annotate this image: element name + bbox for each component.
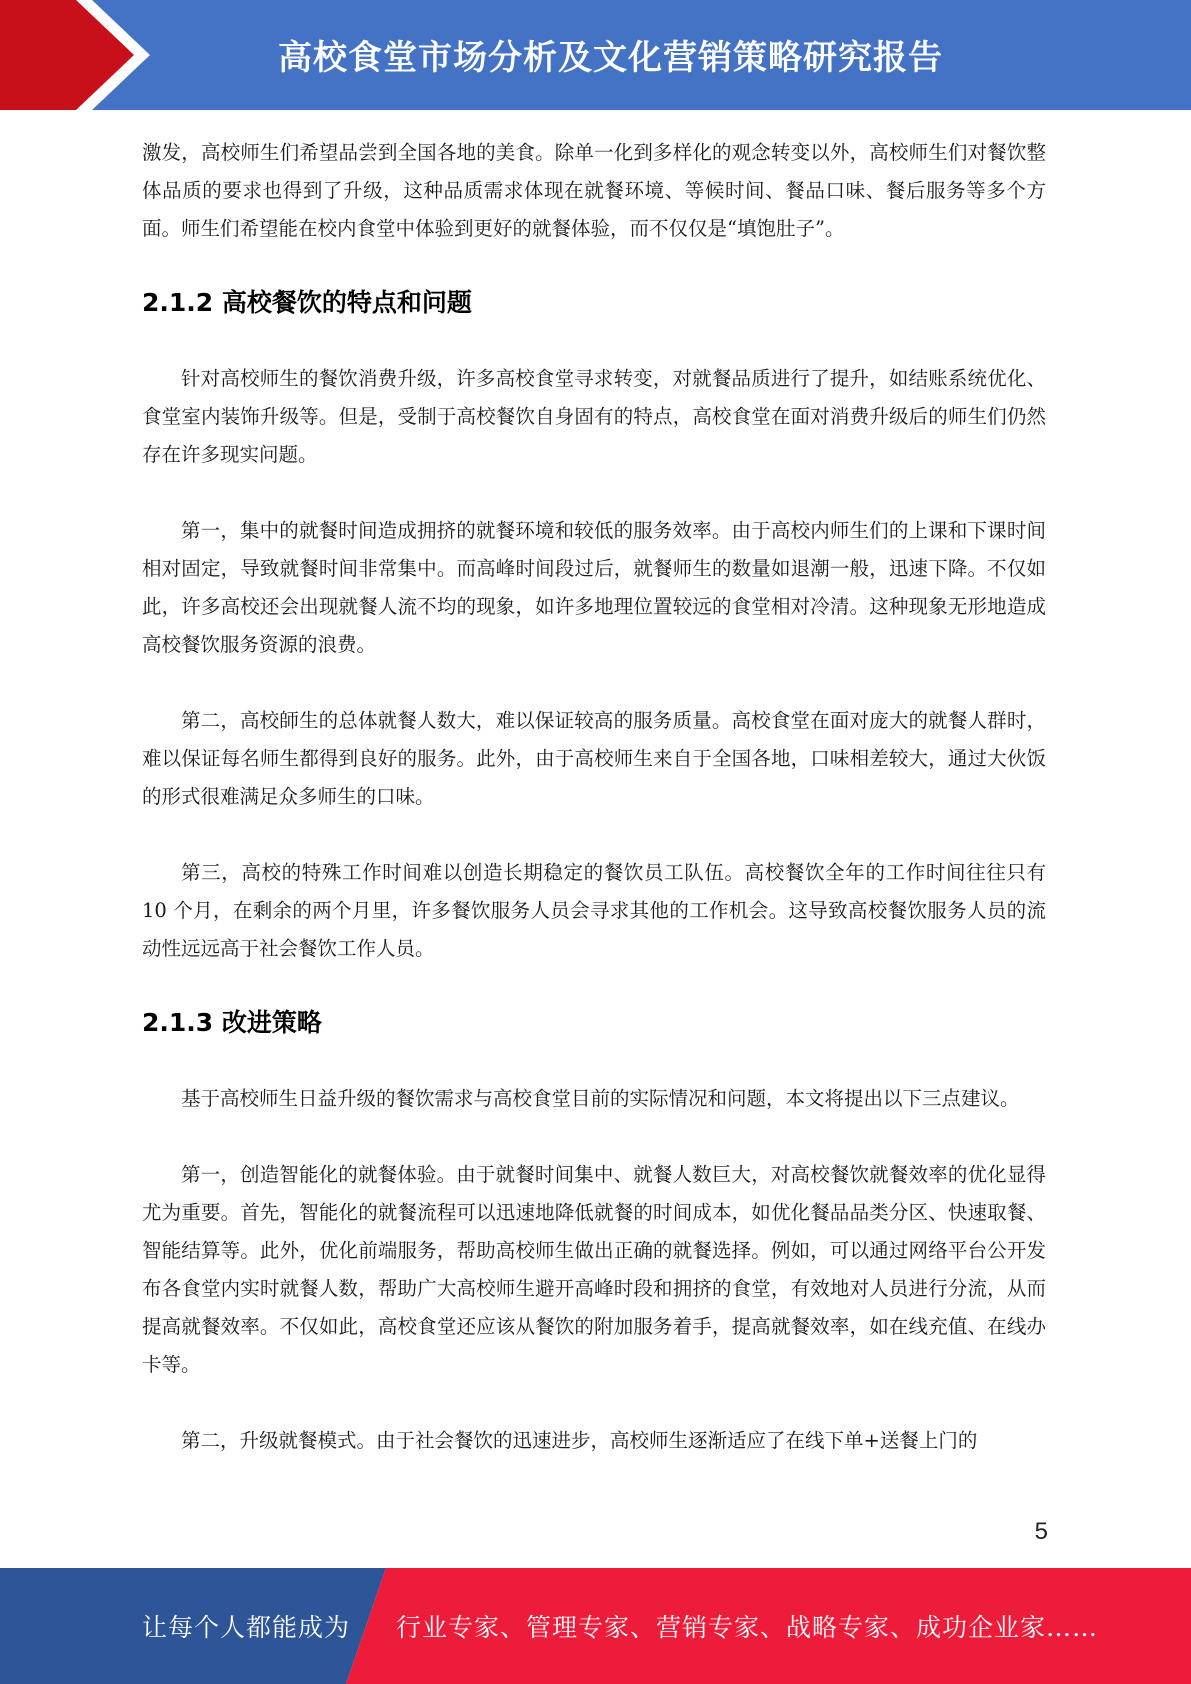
- paragraph: 第一，创造智能化的就餐体验。由于就餐时间集中、就餐人数巨大，对高校餐饮就餐效率的优化显得尤为重要。首先，智能化的就餐流程可以迅速地降低就餐的时间成本，如优化餐品品类分区、快速取餐、智能结算等。此外，优化前端服务，帮助高校师生做出正确的就餐选择。例如，可以通过网络平台公开发布各食堂内实时就餐人数，帮助广大高校师生避开高峰时段和拥挤的食堂，有效地对人员进行分流，从而提高就餐效率。不仅如此，高校食堂还应该从餐饮的附加服务着手，提高就餐效率，如在线充值、在线办卡等。: [142, 1163, 1046, 1376]
- paragraph: 第二，升级就餐模式。由于社会餐饮的迅速进步，高校师生逐渐适应了在线下单+送餐上门的: [181, 1429, 978, 1452]
- report-title: 高校食堂市场分析及文化营销策略研究报告: [278, 38, 943, 78]
- page-content: [142, 134, 1046, 1460]
- page-header: [0, 0, 1191, 110]
- paragraph: 第三，高校的特殊工作时间难以创造长期稳定的餐饮员工队伍。高校餐饮全年的工作时间往往只有 10 个月，在剩余的两个月里，许多餐饮服务人员会寻求其他的工作机会。这导致高校餐饮服务人员的流动性远远高于社会餐饮工作人员。: [142, 861, 1046, 960]
- page-number: 5: [1034, 1518, 1048, 1545]
- paragraph: 针对高校师生的餐饮消费升级，许多高校食堂寻求转变，对就餐品质进行了提升，如结账系统优化、食堂室内装饰升级等。但是，受制于高校餐饮自身固有的特点，高校食堂在面对消费升级后的师生们仍然存在许多现实问题。: [142, 367, 1046, 466]
- paragraph: 第二，高校師生的总体就餐人数大，难以保证较高的服务质量。高校食堂在面对庞大的就餐人群时，难以保证每名师生都得到良好的服务。此外，由于高校师生来自于全国各地，口味相差较大，通过大伙饭的形式很难满足众多师生的口味。: [142, 709, 1046, 808]
- paragraph: 基于高校师生日益升级的餐饮需求与高校食堂目前的实际情况和问题，本文将提出以下三点建议。: [181, 1087, 1020, 1110]
- page-footer: [0, 1568, 1191, 1684]
- section-heading-2-1-3: 2.1.3 改进策略: [142, 1008, 322, 1037]
- paragraph: 第一，集中的就餐时间造成拥挤的就餐环境和较低的服务效率。由于高校内师生们的上课和下课时间相对固定，导致就餐时间非常集中。而高峰时间段过后，就餐师生的数量如退潮一般，迅速下降。不仅如此，许多高校还会出现就餐人流不均的现象，如许多地理位置较远的食堂相对冷清。这种现象无形地造成高校餐饮服务资源的浪费。: [142, 519, 1046, 656]
- footer-slogan-right: 行业专家、管理专家、营销专家、战略专家、成功企业家……: [396, 1613, 1099, 1642]
- footer-slogan-left: 让每个人都能成为: [142, 1613, 351, 1642]
- section-heading-2-1-2: 2.1.2 高校餐饮的特点和问题: [142, 288, 472, 317]
- paragraph: 激发，高校师生们希望品尝到全国各地的美食。除单一化到多样化的观念转变以外，高校师生们对餐饮整体品质的要求也得到了升级，这种品质需求体现在就餐环境、等候时间、餐品口味、餐后服务等多个方面。师生们希望能在校内食堂中体验到更好的就餐体验，而不仅仅是“填饱肚子”。: [142, 141, 1046, 240]
